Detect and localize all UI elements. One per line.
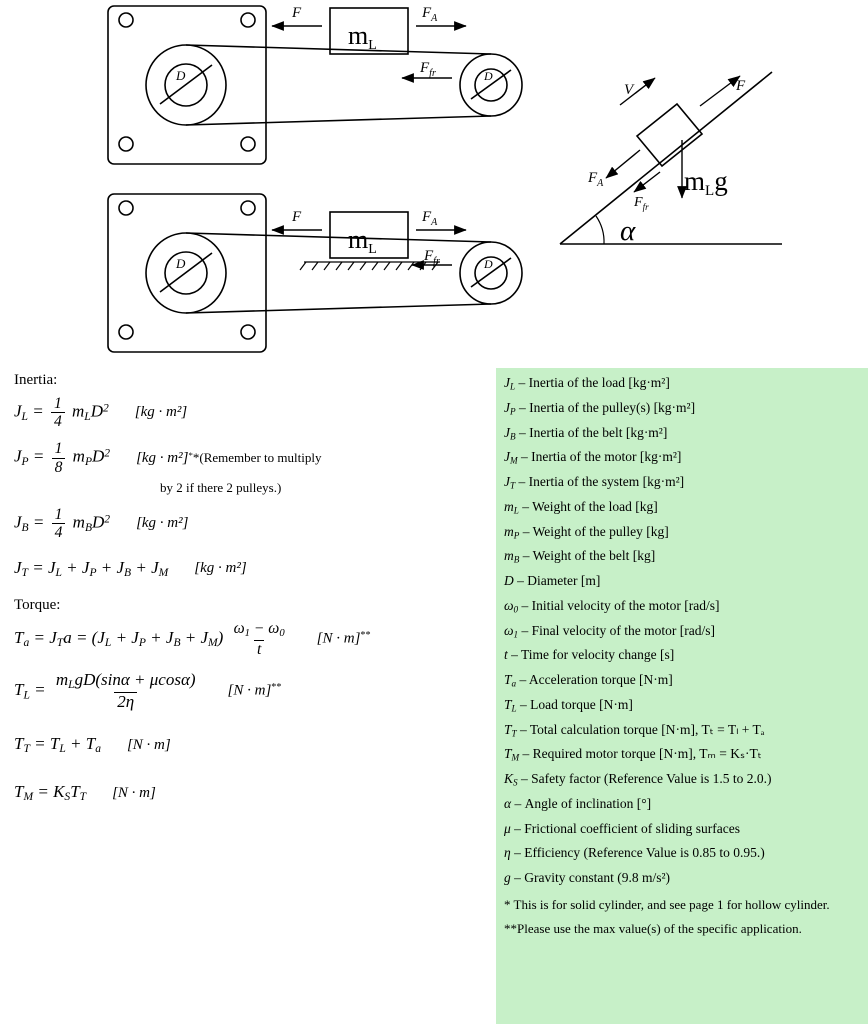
formula-row-jp — [14, 440, 488, 475]
label-force-friction: $F_{fr}$ — [420, 60, 436, 79]
label-force-a-incline: $F_A$ — [588, 170, 604, 189]
legend-item: $J_M$ – Inertia of the motor [kg·m²] — [504, 449, 682, 466]
legend-item: $J_T$ – Inertia of the system [kg·m²] — [504, 474, 685, 491]
label-friction-incline: $F_{fr}$ — [634, 195, 649, 212]
legend-item: $m_B$ – Weight of the belt [kg] — [504, 548, 656, 565]
formula-row-jt — [14, 551, 488, 585]
formula-tm: $T_M = K_ST_T$ — [14, 782, 87, 804]
formula-jp-unit: [kg · m²] — [136, 449, 189, 466]
incline-arrows — [596, 76, 740, 244]
label-mass-load-2: mL — [348, 225, 377, 257]
legend-footnote-1: * This is for solid cylinder, and see page 1 for hollow cylinder. — [504, 896, 830, 912]
torque-heading: Torque: — [14, 597, 61, 614]
label-velocity: V — [624, 82, 634, 98]
formula-row-tt — [14, 728, 488, 762]
label-mass-load: mL — [348, 21, 377, 53]
label-force-incline: F — [736, 78, 746, 94]
legend-item: α – Angle of inclination [°] — [504, 795, 652, 811]
formula-tl-unit: [N · m]** — [227, 682, 282, 699]
formula-jb-unit: [kg · m²] — [136, 515, 189, 532]
formula-tl: $T_L$ = $\frac{m_LgD(\sin\alpha + \mu\cos\alpha)}{2\eta}$ — [14, 669, 196, 711]
formula-ta-unit: [N · m]** — [316, 630, 371, 647]
formula-jt: $J_T = J_L + J_P + J_B + J_M$ — [14, 557, 169, 579]
formula-row-tm — [14, 776, 488, 810]
legend-item: t – Time for velocity change [s] — [504, 647, 675, 663]
formula-jp-note: **(Remember to multiply — [188, 450, 322, 466]
legend-item: $J_P$ – Inertia of the pulley(s) [kg·m²] — [504, 399, 696, 417]
legend-item: $\omega_1$ – Final velocity of the motor [rad/s] — [504, 622, 715, 640]
label-force-left: F — [292, 5, 302, 21]
mechanics-diagram — [0, 0, 868, 362]
formula-jp: $J_P$ = $\frac{1}{8}$ $m_PD^2$ — [14, 440, 111, 476]
legend-item: g – Gravity constant (9.8 m/s²) — [504, 870, 671, 885]
formula-row-tl — [14, 668, 488, 714]
legend-item: $T_T$ – Total calculation torque [N·m], Tₜ = Tₗ + Tₐ — [504, 721, 765, 739]
legend-item: μ – Frictional coefficient of sliding surfaces — [504, 820, 740, 836]
label-weight-incline: mLg — [684, 166, 728, 199]
formula-jt-unit: [kg · m²] — [194, 559, 247, 576]
label-diameter-left: D — [176, 68, 186, 83]
inertia-heading: Inertia: — [14, 372, 58, 388]
label-diameter-right: D — [484, 69, 493, 83]
top-belt-drive — [108, 6, 522, 164]
formula-jb: $J_B$ = $\frac{1}{4}$ $m_BD^2$ — [14, 505, 111, 542]
legend-item: $J_L$ – Inertia of the load [kg·m²] — [504, 375, 670, 392]
legend-item: D – Diameter [m] — [504, 573, 601, 588]
label-angle-alpha: α — [620, 215, 636, 247]
legend-panel — [496, 368, 868, 1024]
legend-item: $T_a$ – Acceleration torque [N·m] — [504, 672, 673, 689]
top-belt-drive-labels — [175, 5, 493, 83]
legend-item: $K_S$ – Safety factor (Reference Value is 1.5 to 2.0.) — [504, 771, 772, 788]
ground-hatching — [300, 262, 440, 270]
incline-diagram — [560, 72, 782, 244]
label-force-friction-2: $F_{fr}$ — [424, 248, 440, 267]
formula-tt-unit: [N · m] — [126, 736, 171, 753]
legend-item: $T_M$ – Required motor torque [N·m], Tₘ = Kₛ·Tₜ — [504, 746, 762, 763]
formula-column — [10, 368, 488, 820]
legend-item: $J_B$ – Inertia of the belt [kg·m²] — [504, 424, 668, 442]
formula-jl-unit: [kg · m²] — [134, 404, 188, 421]
label-force-a-2: $F_A$ — [422, 209, 438, 228]
label-force-left-2: F — [292, 209, 302, 225]
label-diameter-right-2: D — [484, 257, 493, 271]
formula-jl: $J_L$ = $\frac{1}{4}$ $m_LD^2$ — [14, 395, 109, 431]
legend-footnote-2: **Please use the max value(s) of the specific application. — [504, 921, 802, 937]
formula-ta: $T_a = J_Ta = (J_L + J_P + J_B + J_M)$ $\frac{\omega_1 - \omega_0}{t}$ — [14, 620, 285, 658]
legend-item: $m_P$ – Weight of the pulley [kg] — [504, 523, 669, 541]
bottom-belt-drive — [108, 194, 522, 352]
legend-item: $\omega_0$ – Initial velocity of the motor [rad/s] — [504, 597, 720, 615]
legend-item: η – Efficiency (Reference Value is 0.85 to 0.95.) — [504, 845, 765, 861]
legend-item: $m_L$ – Weight of the load [kg] — [504, 498, 658, 516]
formula-jp-note-line2: by 2 if there 2 pulleys.) — [160, 479, 282, 495]
formula-tm-unit: [N · m] — [112, 784, 156, 801]
label-diameter-left-2: D — [176, 256, 186, 271]
diagram-area — [0, 0, 868, 362]
formula-row-jb — [14, 506, 488, 541]
formula-row-jl — [14, 395, 488, 430]
label-force-a: $F_A$ — [422, 5, 438, 24]
formula-row-ta — [14, 620, 488, 658]
formula-tt: $T_T = T_L + T_a$ — [14, 734, 101, 756]
legend-item: $T_L$ – Load torque [N·m] — [504, 696, 633, 714]
